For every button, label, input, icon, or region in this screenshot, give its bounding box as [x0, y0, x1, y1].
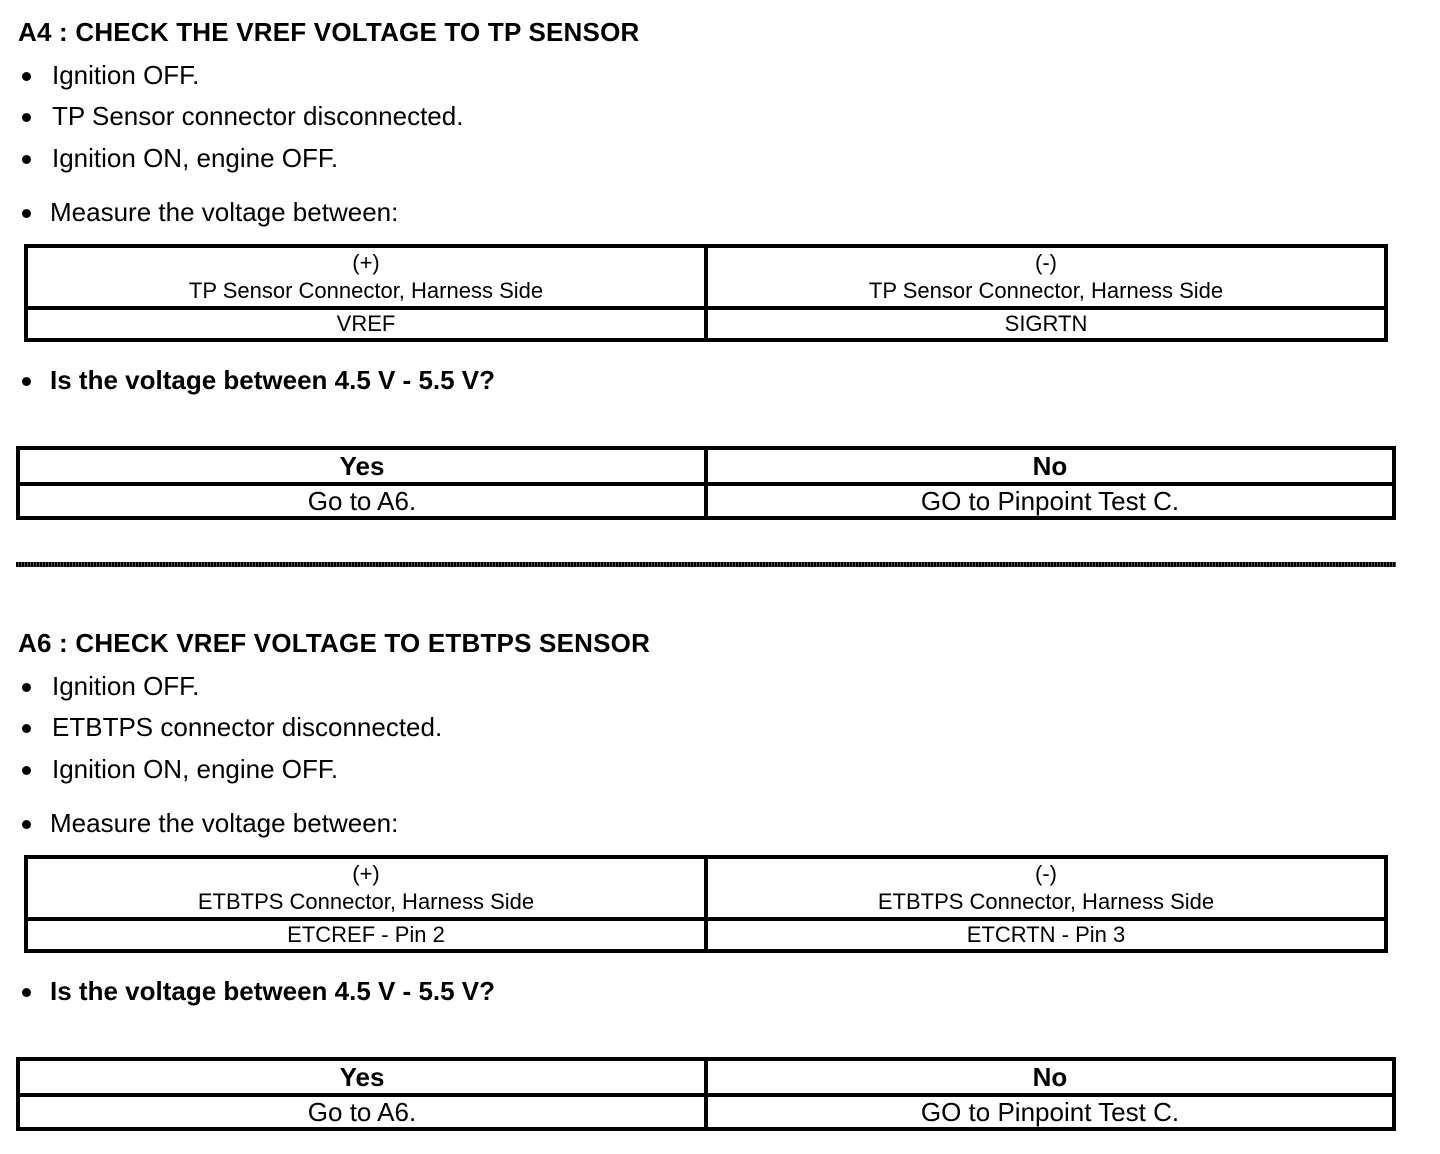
step-text: Ignition ON, engine OFF. [52, 143, 339, 173]
minus-connector-label: TP Sensor Connector, Harness Side [868, 278, 1224, 303]
section-heading: A6 : CHECK VREF VOLTAGE TO ETBTPS SENSOR [18, 628, 651, 658]
yes-action: Go to A6. [18, 484, 706, 518]
result-table-action-row [18, 1095, 1394, 1129]
yes-header: Yes [18, 1059, 706, 1095]
yes-action: Go to A6. [18, 1095, 706, 1129]
result-table-header-row [18, 1059, 1394, 1095]
yes-header: Yes [18, 448, 706, 484]
plus-terminal-header [26, 857, 706, 919]
bullet-icon [22, 377, 31, 386]
measure-table [24, 855, 1388, 953]
plus-terminal-header [26, 246, 706, 308]
bullet-icon [22, 72, 31, 81]
plus-symbol: (+) [352, 250, 380, 275]
no-header: No [706, 448, 1394, 484]
no-action: GO to Pinpoint Test C. [706, 484, 1394, 518]
step-text: ETBTPS connector disconnected. [52, 712, 443, 742]
plus-pin-value: ETCREF - Pin 2 [26, 919, 706, 951]
no-header: No [706, 1059, 1394, 1095]
measure-table-value-row [26, 919, 1386, 951]
step-text: Ignition OFF. [52, 671, 200, 701]
no-action: GO to Pinpoint Test C. [706, 1095, 1394, 1129]
section-heading: A4 : CHECK THE VREF VOLTAGE TO TP SENSOR [18, 17, 640, 47]
minus-terminal-header [706, 246, 1386, 308]
minus-pin-value: SIGRTN [706, 308, 1386, 340]
minus-terminal-header [706, 857, 1386, 919]
measure-table-header-row [26, 246, 1386, 308]
step-text: Ignition ON, engine OFF. [52, 754, 339, 784]
bullet-icon [22, 820, 31, 829]
result-table-action-row [18, 484, 1394, 518]
measure-table [24, 244, 1388, 342]
measure-table-value-row [26, 308, 1386, 340]
minus-symbol: (-) [1035, 861, 1057, 886]
bullet-icon [22, 155, 31, 164]
bullet-icon [22, 209, 31, 218]
question-text: Is the voltage between 4.5 V - 5.5 V? [50, 976, 496, 1006]
question-text: Is the voltage between 4.5 V - 5.5 V? [50, 365, 496, 395]
step-text: Ignition OFF. [52, 60, 200, 90]
result-table-header-row [18, 448, 1394, 484]
bullet-icon [22, 724, 31, 733]
plus-connector-label: ETBTPS Connector, Harness Side [197, 889, 535, 914]
bullet-icon [22, 988, 31, 997]
plus-pin-value: VREF [26, 308, 706, 340]
measure-label: Measure the voltage between: [50, 197, 399, 227]
measure-label: Measure the voltage between: [50, 808, 399, 838]
section-divider [16, 562, 1396, 567]
result-table [16, 1057, 1396, 1131]
minus-pin-value: ETCRTN - Pin 3 [706, 919, 1386, 951]
bullet-icon [22, 683, 31, 692]
measure-table-header-row [26, 857, 1386, 919]
minus-symbol: (-) [1035, 250, 1057, 275]
plus-connector-label: TP Sensor Connector, Harness Side [188, 278, 544, 303]
step-text: TP Sensor connector disconnected. [52, 101, 464, 131]
plus-symbol: (+) [352, 861, 380, 886]
result-table [16, 446, 1396, 520]
minus-connector-label: ETBTPS Connector, Harness Side [877, 889, 1215, 914]
bullet-icon [22, 113, 31, 122]
bullet-icon [22, 766, 31, 775]
